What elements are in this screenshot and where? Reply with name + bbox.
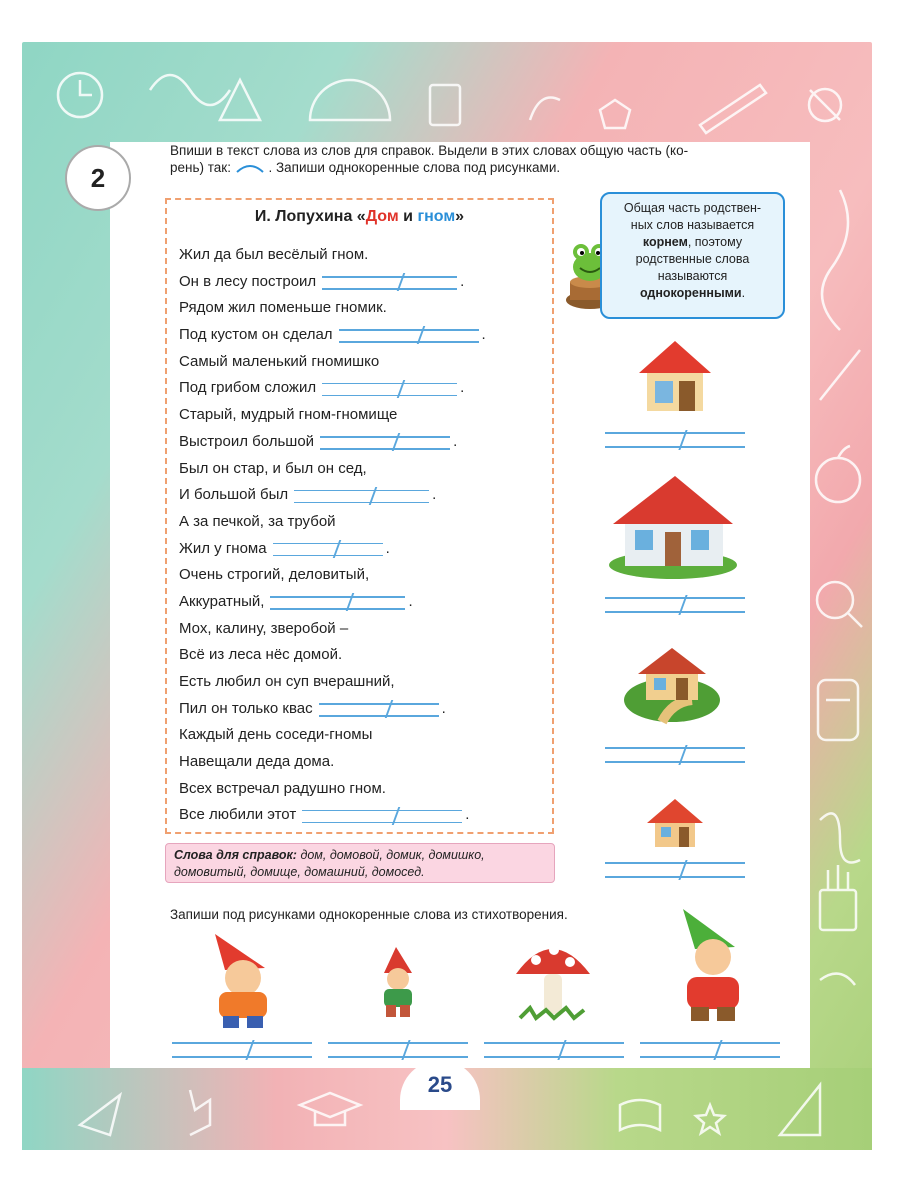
answer-line-house-3[interactable] — [605, 745, 745, 765]
fill-in-blank[interactable] — [270, 593, 405, 611]
line-end-punctuation: . — [408, 592, 413, 610]
poem-line-text: Старый, мудрый гном-гномище — [179, 406, 398, 424]
line-end-punctuation: . — [432, 486, 437, 504]
fill-in-blank[interactable] — [322, 380, 457, 398]
poem-line — [179, 669, 549, 696]
info-line-2: ных слов называется — [630, 218, 755, 232]
answer-line-house-4[interactable] — [605, 860, 745, 880]
fill-in-blank[interactable] — [322, 273, 457, 291]
answer-line-house-2[interactable] — [605, 595, 745, 615]
reference-words-1: дом, домовой, домик, домишко, — [296, 848, 485, 862]
poem-line-text: Аккуратный, — [179, 592, 265, 610]
poem-line — [179, 322, 549, 349]
info-term-cognate: однокоренными — [639, 286, 742, 300]
poem-line-text: Мох, калину, зверобой – — [179, 619, 349, 637]
poem-line-text: Самый маленький гномишко — [179, 352, 380, 370]
poem-line — [179, 696, 549, 723]
poem-line — [179, 776, 549, 803]
title-word-2: гном — [417, 208, 456, 225]
poem-line-text: Под грибом сложил — [179, 379, 317, 397]
poem-line — [179, 589, 549, 616]
task-number-badge — [65, 145, 131, 211]
poem-title — [167, 208, 552, 226]
poem-line-text: Все любили этот — [179, 806, 297, 824]
poem-line-text: И большой был — [179, 486, 289, 504]
forest-house-icon — [622, 640, 722, 725]
task-text-line-2b: . Запиши однокоренные слова под рисунками. — [268, 160, 561, 175]
school-doodles-right-icon — [810, 180, 870, 1040]
line-end-punctuation: . — [481, 326, 486, 344]
answer-line-gnome-1[interactable] — [172, 1040, 312, 1060]
fill-in-blank[interactable] — [294, 487, 429, 505]
poem-line-text: А за печкой, за трубой — [179, 512, 336, 530]
poem-line-text: Он в лесу построил — [179, 272, 317, 290]
poem-line-text: Под кустом он сделал — [179, 326, 333, 344]
fill-in-blank[interactable] — [273, 540, 383, 558]
info-line-1: Общая часть родствен- — [623, 201, 762, 215]
info-term-root: корнем — [642, 235, 688, 249]
line-end-punctuation: . — [460, 379, 465, 397]
answer-line-house-1[interactable] — [605, 430, 745, 450]
line-end-punctuation: . — [465, 806, 470, 824]
poem-line — [179, 375, 549, 402]
poem-line-text: Был он стар, и был он сед, — [179, 459, 367, 477]
line-end-punctuation: . — [460, 272, 465, 290]
info-line-5: называются — [657, 269, 728, 283]
poem-box — [165, 198, 554, 834]
poem-line — [179, 349, 549, 376]
poem-line — [179, 562, 549, 589]
poem-line — [179, 429, 549, 456]
fill-in-blank[interactable] — [319, 700, 439, 718]
poem-line-text: Есть любил он суп вчерашний, — [179, 673, 395, 690]
answer-line-mushroom[interactable] — [484, 1040, 624, 1060]
poem-line — [179, 295, 549, 322]
poem-lines — [179, 242, 549, 829]
root-arc-icon — [235, 163, 265, 173]
poem-line-text: Рядом жил поменьше гномик. — [179, 299, 387, 317]
poem-line-text: Жил да был весёлый гном. — [179, 246, 369, 263]
small-house-icon — [635, 335, 715, 415]
title-close: » — [455, 208, 465, 225]
info-line-6: . — [741, 286, 746, 300]
bottom-task-text: Запиши под рисунками однокоренные слова из стихотворения. — [170, 907, 568, 922]
answer-line-gnome-2[interactable] — [328, 1040, 468, 1060]
info-line-4: родственные слова — [635, 252, 750, 266]
school-doodles-top-icon — [40, 50, 860, 145]
poem-line — [179, 269, 549, 296]
line-end-punctuation: . — [441, 699, 446, 717]
poem-line-text: Всех встречал радушно гном. — [179, 779, 386, 797]
title-word-1: Дом — [365, 208, 399, 225]
poem-line-text: Всё из леса нёс домой. — [179, 646, 343, 664]
poem-line — [179, 482, 549, 509]
poem-line-text: Выстроил большой — [179, 432, 315, 450]
poem-line — [179, 242, 549, 269]
poem-line — [179, 802, 549, 829]
tiny-house-icon — [645, 795, 705, 850]
poem-line — [179, 456, 549, 483]
reference-label: Слова для справок: — [174, 848, 297, 862]
answer-line-gnome-3[interactable] — [640, 1040, 780, 1060]
info-box — [600, 192, 785, 319]
poem-line — [179, 509, 549, 536]
task-instructions — [170, 142, 790, 176]
info-line-3: , поэтому — [687, 235, 743, 249]
gnome-1-icon — [195, 930, 290, 1030]
poem-line-text: Пил он только квас — [179, 699, 313, 717]
line-end-punctuation: . — [385, 539, 390, 557]
poem-line — [179, 536, 549, 563]
gnome-3-icon — [665, 905, 760, 1025]
poem-line-text: Очень строгий, деловитый, — [179, 566, 370, 584]
big-house-icon — [605, 470, 740, 580]
poem-author: И. Лопухина « — [254, 208, 366, 225]
task-text-line-1: Впиши в текст слова из слов для справок. Выдели в этих словах общую часть (ко- — [170, 143, 689, 158]
poem-line — [179, 642, 549, 669]
poem-line — [179, 749, 549, 776]
page-number: 25 — [427, 1072, 453, 1097]
fill-in-blank[interactable] — [320, 433, 450, 451]
mushroom-icon — [510, 930, 595, 1025]
line-end-punctuation: . — [453, 432, 458, 450]
poem-line — [179, 722, 549, 749]
poem-line — [179, 402, 549, 429]
poem-line-text: Жил у гнома — [179, 539, 267, 557]
reference-words-box — [165, 843, 555, 883]
fill-in-blank[interactable] — [302, 807, 462, 825]
poem-line — [179, 616, 549, 643]
task-text-line-2a: рень) так: — [170, 160, 231, 175]
gnome-2-icon — [370, 945, 425, 1020]
poem-line-text: Навещали деда дома. — [179, 753, 335, 771]
task-number: 2 — [90, 162, 106, 193]
poem-line-text: Каждый день соседи-гномы — [179, 726, 373, 744]
reference-words-2: домовитый, домище, домашний, домосед. — [174, 865, 425, 879]
title-and: и — [398, 208, 418, 225]
fill-in-blank[interactable] — [339, 326, 479, 344]
